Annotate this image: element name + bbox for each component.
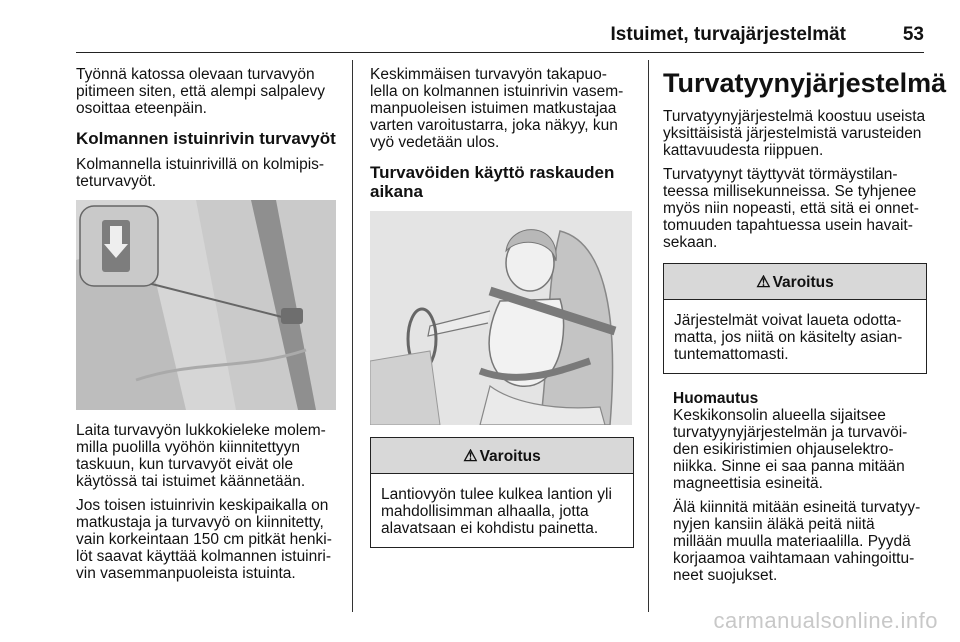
heading-pregnancy-belts: Turvavöiden käyttö raskauden aikana: [370, 163, 615, 201]
column-divider: [352, 60, 353, 612]
note-paragraph: Keskikonsolin alueella sijaitsee turvatyynyjärjestelmän ja turvavöi- den esikiristimien ohjauselektro- niikka. Sinne ei saa panna mitään magneettisia esineitä.: [673, 407, 908, 492]
paragraph: Turvatyynyt täyttyvät törmäystilan- teessa millisekunneissa. Se tyhjenee myös niin nopeasti, että sitä ei onnet- tomuuden tapahtuessa usein havait- sekaan.: [663, 166, 919, 251]
paragraph: Kolmannella istuinrivillä on kolmipis- teturvavyöt.: [76, 156, 325, 190]
pregnant-driver-illustration: [370, 211, 632, 425]
figure-third-row-seatbelt: [76, 200, 336, 410]
watermark: carmanualsonline.info: [713, 608, 938, 633]
column-3: [663, 66, 947, 591]
warning-header: [371, 438, 633, 474]
page-header: [76, 24, 924, 48]
warning-title: Varoitus: [479, 448, 541, 465]
header-rule: [76, 52, 924, 53]
note-paragraph: Älä kiinnitä mitään esineitä turvatyy- nyjen kansiin äläkä peitä niitä millään muulla materiaalilla. Pyydä korjaamoa vaihtamaan vahingoittu- neet suojukset.: [673, 499, 921, 584]
warning-box-airbag: [663, 263, 927, 374]
paragraph: Turvatyynyjärjestelmä koostuu useista yksittäisistä järjestelmistä varusteiden kattavuudesta riippuen.: [663, 108, 926, 159]
section-title: Istuimet, turvajärjestelmät: [610, 24, 846, 45]
warning-box-pregnancy: [370, 437, 634, 548]
seatbelt-illustration: [76, 200, 336, 410]
page-number: 53: [902, 24, 924, 45]
warning-header: [664, 264, 926, 300]
paragraph: Työnnä katossa olevaan turvavyön pitimeen siten, että alempi salpalevy osoittaa eteenpäin.: [76, 66, 325, 117]
paragraph: Jos toisen istuinrivin keskipaikalla on matkustaja ja turvavyö on kiinnitetty, vain korkeintaan 150 cm pitkät henki- löt saavat käyttää kolmannen istuinri- vin vasemmanpuoleista istuinta.: [76, 497, 332, 582]
paragraph: Laita turvavyön lukkokieleke molem- milla puolilla vyöhön kiinnitettyyn taskuun, kun turvavyöt eivät ole käytössä tai istuimet käännetään.: [76, 422, 326, 490]
warning-text: Järjestelmät voivat laueta odotta- matta, jos niitä on käsitelty asian- tuntemattomasti.: [674, 312, 903, 363]
warning-triangle-icon: ⚠: [756, 274, 771, 291]
note-title: Huomautus: [673, 390, 759, 407]
column-1: [76, 66, 346, 589]
paragraph: Keskimmäisen turvavyön takapuo- lella on kolmannen istuinrivin vasem- manpuoleisen istuimen matkustajaa varten varoitustarra, joka näkyy, kun vyö vedetään ulos.: [370, 66, 624, 151]
note-block: [663, 390, 927, 584]
warning-triangle-icon: ⚠: [463, 448, 478, 465]
column-2: [370, 66, 634, 560]
figure-pregnant-driver: [370, 211, 632, 425]
warning-title: Varoitus: [772, 274, 834, 291]
heading-airbag-system: Turvatyynyjärjestelmä: [663, 68, 947, 98]
column-divider: [648, 60, 649, 612]
warning-text: Lantiovyön tulee kulkea lantion yli mahdollisimman alhaalla, jotta alavatsaan ei kohdistu painetta.: [381, 486, 612, 537]
heading-third-row-belts: Kolmannen istuinrivin turvavyöt: [76, 129, 336, 148]
